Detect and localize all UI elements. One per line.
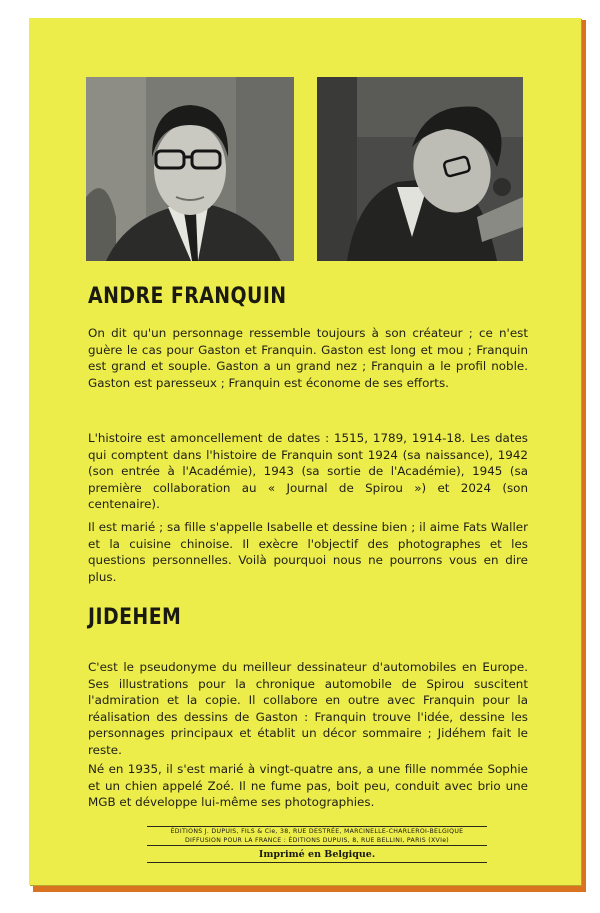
imprint-publisher-line: ÉDITIONS J. DUPUIS, FILS & Cie, 38, RUE DESTRÉE, MARCINELLE-CHARLEROI-BELGIQUE — [170, 828, 464, 835]
franquin-paragraph-3: Il est marié ; sa fille s'appelle Isabelle et dessine bien ; il aime Fats Waller et la cuisine chinoise. Il exècre l'objectif des photographes et les questions personnelles. Voilà pourquoi nous ne pourrons vous en dire plus. — [88, 520, 528, 584]
jidehem-paragraph-1: C'est le pseudonyme du meilleur dessinateur d'automobiles en Europe. Ses illustrations pour la chronique automobile de Spirou suscitent l'admiration et la copie. Il collabore en outre avec Franquin pour la réalisation des dessins de Gaston : Franquin trouve l'idée, dessine les personnages principaux et établit un décor sommaire ; Jidéhem fait le reste. — [88, 660, 528, 757]
printed-in-belgium: Imprimé en Belgique. — [258, 849, 376, 860]
jidehem-paragraph-2: Né en 1935, il s'est marié à vingt-quatre ans, a une fille nommée Sophie et un chien appelé Zoé. Il ne fume pas, boit peu, conduit avec brio une MGB et développe lui-même ses photographies. — [88, 762, 528, 810]
imprint-distribution-line: DIFFUSION POUR LA FRANCE : ÉDITIONS DUPUIS, 8, RUE BELLINI, PARIS (XVIe) — [184, 837, 450, 844]
imprint-middle-rule — [147, 845, 487, 846]
jidehem-photo — [317, 77, 523, 261]
franquin-photo — [86, 77, 294, 261]
section-heading-franquin: ANDRE FRANQUIN — [88, 284, 287, 309]
publisher-imprint — [118, 826, 516, 863]
section-heading-jidehem: JIDEHEM — [88, 605, 182, 630]
imprint-bottom-rule — [147, 862, 487, 863]
back-cover — [29, 18, 581, 885]
franquin-paragraph-2: L'histoire est amoncellement de dates : 1515, 1789, 1914-18. Les dates qui comptent dans l'histoire de Franquin sont 1924 (sa naissance), 1942 (son entrée à l'Académie), 1943 (sa sortie de l'Académie), 1945 (sa première collaboration au « Journal de Spirou ») et 2024 (son centenaire). — [88, 431, 528, 512]
franquin-paragraph-1: On dit qu'un personnage ressemble toujours à son créateur ; ce n'est guère le cas pour Gaston et Franquin. Gaston est long et mou ; Franquin est grand et souple. Gaston a un grand nez ; Franquin a le profil noble. Gaston est paresseux ; Franquin est économe de ses efforts. — [88, 326, 528, 390]
